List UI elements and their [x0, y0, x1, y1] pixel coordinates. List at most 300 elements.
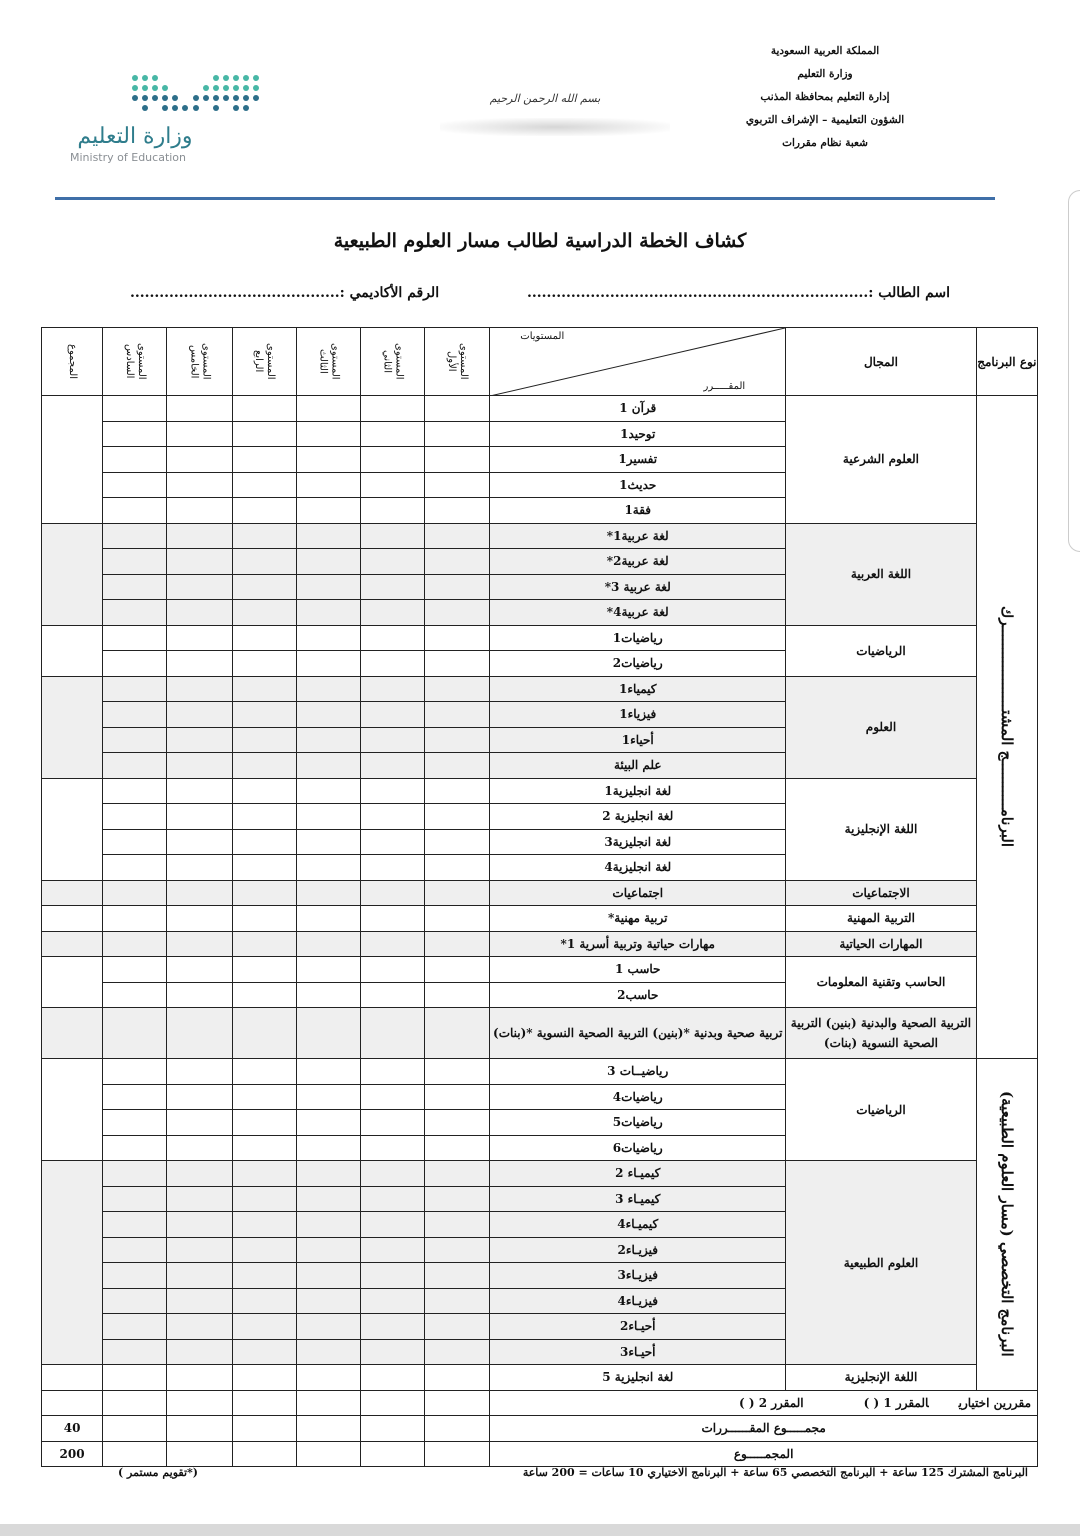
total-cell[interactable]	[42, 625, 103, 676]
level6-cell[interactable]	[103, 1008, 167, 1059]
level6-cell[interactable]	[103, 1161, 167, 1187]
level6-cell[interactable]	[103, 855, 167, 881]
level5-cell[interactable]	[167, 931, 232, 957]
level3-cell[interactable]	[296, 1084, 360, 1110]
level1-cell[interactable]	[425, 778, 490, 804]
level3-cell[interactable]	[296, 702, 360, 728]
courses-total-level4[interactable]	[232, 1416, 296, 1442]
level1-cell[interactable]	[425, 1186, 490, 1212]
level3-cell[interactable]	[296, 753, 360, 779]
level5-cell[interactable]	[167, 957, 232, 983]
level6-cell[interactable]	[103, 880, 167, 906]
level1-cell[interactable]	[425, 702, 490, 728]
level1-cell[interactable]	[425, 1084, 490, 1110]
level2-cell[interactable]	[360, 804, 424, 830]
level5-cell[interactable]	[167, 753, 232, 779]
level3-cell[interactable]	[296, 829, 360, 855]
level5-cell[interactable]	[167, 1059, 232, 1085]
level2-cell[interactable]	[360, 931, 424, 957]
level2-cell[interactable]	[360, 1288, 424, 1314]
level2-cell[interactable]	[360, 421, 424, 447]
level2-cell[interactable]	[360, 1237, 424, 1263]
basmala: بسم الله الرحمن الرحيم	[489, 92, 601, 105]
grand-total-level6[interactable]	[103, 1441, 167, 1467]
level2-cell[interactable]	[360, 1263, 424, 1289]
course-cell: لغة عربية1*	[490, 523, 786, 549]
level6-cell[interactable]	[103, 1135, 167, 1161]
level4-cell[interactable]	[232, 523, 296, 549]
table-row	[42, 931, 1038, 957]
grand-total-row	[42, 1441, 1038, 1467]
level2-cell[interactable]	[360, 549, 424, 575]
level4-cell[interactable]	[232, 931, 296, 957]
course-cell: كيميـاء 2	[490, 1161, 786, 1187]
level1-cell[interactable]	[425, 1263, 490, 1289]
level4-cell[interactable]	[232, 1135, 296, 1161]
elective-level2-cell[interactable]	[360, 1390, 424, 1416]
level4-cell[interactable]	[232, 880, 296, 906]
total-cell[interactable]	[42, 396, 103, 524]
field-cell: العلوم	[786, 676, 977, 778]
grand-total-level2[interactable]	[360, 1441, 424, 1467]
level6-cell[interactable]	[103, 1186, 167, 1212]
level6-cell[interactable]	[103, 804, 167, 830]
level6-cell[interactable]	[103, 396, 167, 422]
total-cell[interactable]	[42, 676, 103, 778]
level2-cell[interactable]	[360, 727, 424, 753]
level2-cell[interactable]	[360, 1365, 424, 1391]
header-divider	[55, 197, 995, 200]
total-cell[interactable]	[42, 1161, 103, 1365]
level1-cell[interactable]	[425, 906, 490, 932]
level4-cell[interactable]	[232, 1288, 296, 1314]
level4-cell[interactable]	[232, 1237, 296, 1263]
level3-cell[interactable]	[296, 1237, 360, 1263]
level4-cell[interactable]	[232, 1161, 296, 1187]
level3-cell[interactable]	[296, 447, 360, 473]
level1-cell[interactable]	[425, 931, 490, 957]
level4-cell[interactable]	[232, 396, 296, 422]
elective-level1-cell[interactable]	[425, 1390, 490, 1416]
level4-cell[interactable]	[232, 1212, 296, 1238]
level4-cell[interactable]	[232, 1263, 296, 1289]
level6-cell[interactable]	[103, 1212, 167, 1238]
level1-cell[interactable]	[425, 676, 490, 702]
courses-total-level1[interactable]	[425, 1416, 490, 1442]
level6-cell[interactable]	[103, 957, 167, 983]
grand-total-value: 200	[42, 1441, 103, 1467]
course-cell: اجتماعيات	[490, 880, 786, 906]
academic-number-field[interactable]: الرقم الأكاديمي :...........................................	[130, 285, 440, 301]
level3-cell[interactable]	[296, 549, 360, 575]
level5-cell[interactable]	[167, 804, 232, 830]
level2-cell[interactable]	[360, 1008, 424, 1059]
level4-cell[interactable]	[232, 1186, 296, 1212]
courses-total-label: مجمـــــوع المقــــــررات	[490, 1416, 1038, 1442]
level6-cell[interactable]	[103, 651, 167, 677]
level6-cell[interactable]	[103, 498, 167, 524]
course-cell: أحيـاء3	[490, 1339, 786, 1365]
level2-cell[interactable]	[360, 702, 424, 728]
level4-cell[interactable]	[232, 447, 296, 473]
level2-cell[interactable]	[360, 1059, 424, 1085]
level6-cell[interactable]	[103, 982, 167, 1008]
total-cell[interactable]	[42, 1059, 103, 1161]
level6-cell[interactable]	[103, 906, 167, 932]
level1-cell[interactable]	[425, 1365, 490, 1391]
level5-cell[interactable]	[167, 472, 232, 498]
level4-cell[interactable]	[232, 829, 296, 855]
header-level3: المستوى الثالث	[296, 328, 360, 396]
total-cell[interactable]	[42, 931, 103, 957]
total-cell[interactable]	[42, 906, 103, 932]
level3-cell[interactable]	[296, 727, 360, 753]
level5-cell[interactable]	[167, 1339, 232, 1365]
courses-total-level3[interactable]	[296, 1416, 360, 1442]
page-title: كشاف الخطة الدراسية لطالب مسار العلوم الطبيعية	[333, 230, 747, 252]
grand-total-level3[interactable]	[296, 1441, 360, 1467]
level6-cell[interactable]	[103, 1059, 167, 1085]
level2-cell[interactable]	[360, 625, 424, 651]
level6-cell[interactable]	[103, 1314, 167, 1340]
level6-cell[interactable]	[103, 421, 167, 447]
level4-cell[interactable]	[232, 778, 296, 804]
level2-cell[interactable]	[360, 1339, 424, 1365]
level1-cell[interactable]	[425, 804, 490, 830]
level1-cell[interactable]	[425, 1135, 490, 1161]
level2-cell[interactable]	[360, 1212, 424, 1238]
level5-cell[interactable]	[167, 778, 232, 804]
level3-cell[interactable]	[296, 1161, 360, 1187]
level2-cell[interactable]	[360, 600, 424, 626]
total-cell[interactable]	[42, 1008, 103, 1059]
level2-cell[interactable]	[360, 498, 424, 524]
level5-cell[interactable]	[167, 855, 232, 881]
level1-cell[interactable]	[425, 1314, 490, 1340]
level1-cell[interactable]	[425, 600, 490, 626]
level4-cell[interactable]	[232, 702, 296, 728]
level3-cell[interactable]	[296, 1186, 360, 1212]
level6-cell[interactable]	[103, 753, 167, 779]
level4-cell[interactable]	[232, 549, 296, 575]
level3-cell[interactable]	[296, 1008, 360, 1059]
level2-cell[interactable]	[360, 855, 424, 881]
level6-cell[interactable]	[103, 523, 167, 549]
course-cell: تربية مهنية*	[490, 906, 786, 932]
total-cell[interactable]	[42, 1365, 103, 1391]
elective-course-2[interactable]: المقرر 2 ( )	[738, 1395, 804, 1410]
level5-cell[interactable]	[167, 421, 232, 447]
elective-cell	[490, 1390, 1038, 1416]
level3-cell[interactable]	[296, 1263, 360, 1289]
level3-cell[interactable]	[296, 1314, 360, 1340]
level4-cell[interactable]	[232, 625, 296, 651]
level2-cell[interactable]	[360, 676, 424, 702]
level1-cell[interactable]	[425, 1008, 490, 1059]
level3-cell[interactable]	[296, 1059, 360, 1085]
level6-cell[interactable]	[103, 472, 167, 498]
level1-cell[interactable]	[425, 1237, 490, 1263]
level5-cell[interactable]	[167, 880, 232, 906]
courses-total-level2[interactable]	[360, 1416, 424, 1442]
course-cell: فيزياء1	[490, 702, 786, 728]
level3-cell[interactable]	[296, 778, 360, 804]
level3-cell[interactable]	[296, 523, 360, 549]
level1-cell[interactable]	[425, 447, 490, 473]
course-cell: لغة انجليزية 2	[490, 804, 786, 830]
level1-cell[interactable]	[425, 1288, 490, 1314]
level2-cell[interactable]	[360, 880, 424, 906]
course-cell: أحياء1	[490, 727, 786, 753]
level4-cell[interactable]	[232, 651, 296, 677]
level6-cell[interactable]	[103, 778, 167, 804]
continuous-assessment-note: (*تقويم مستمر )	[118, 1466, 198, 1479]
level3-cell[interactable]	[296, 472, 360, 498]
level5-cell[interactable]	[167, 1161, 232, 1187]
level1-cell[interactable]	[425, 498, 490, 524]
level6-cell[interactable]	[103, 600, 167, 626]
course-cell: حديث1	[490, 472, 786, 498]
level3-cell[interactable]	[296, 396, 360, 422]
level5-cell[interactable]	[167, 447, 232, 473]
level5-cell[interactable]	[167, 1084, 232, 1110]
level5-cell[interactable]	[167, 676, 232, 702]
level3-cell[interactable]	[296, 1339, 360, 1365]
level1-cell[interactable]	[425, 472, 490, 498]
level5-cell[interactable]	[167, 702, 232, 728]
level5-cell[interactable]	[167, 498, 232, 524]
elective-total-cell[interactable]	[42, 1390, 103, 1416]
level3-cell[interactable]	[296, 498, 360, 524]
course-cell: أحيـاء2	[490, 1314, 786, 1340]
level2-cell[interactable]	[360, 957, 424, 983]
level4-cell[interactable]	[232, 906, 296, 932]
level5-cell[interactable]	[167, 523, 232, 549]
level6-cell[interactable]	[103, 1263, 167, 1289]
level1-cell[interactable]	[425, 982, 490, 1008]
logo-english-text: Ministry of Education	[70, 151, 187, 164]
level5-cell[interactable]	[167, 727, 232, 753]
level4-cell[interactable]	[232, 982, 296, 1008]
level1-cell[interactable]	[425, 1339, 490, 1365]
level5-cell[interactable]	[167, 574, 232, 600]
level5-cell[interactable]	[167, 625, 232, 651]
course-cell: لغة عربية4*	[490, 600, 786, 626]
level1-cell[interactable]	[425, 855, 490, 881]
level1-cell[interactable]	[425, 880, 490, 906]
level5-cell[interactable]	[167, 1135, 232, 1161]
field-cell: الرياضيات	[786, 1059, 977, 1161]
level2-cell[interactable]	[360, 1314, 424, 1340]
level4-cell[interactable]	[232, 600, 296, 626]
total-cell[interactable]	[42, 880, 103, 906]
level4-cell[interactable]	[232, 1339, 296, 1365]
level3-cell[interactable]	[296, 625, 360, 651]
level5-cell[interactable]	[167, 1008, 232, 1059]
level5-cell[interactable]	[167, 1263, 232, 1289]
level6-cell[interactable]	[103, 829, 167, 855]
level3-cell[interactable]	[296, 676, 360, 702]
level6-cell[interactable]	[103, 625, 167, 651]
course-cell: فيزيـاء2	[490, 1237, 786, 1263]
level4-cell[interactable]	[232, 676, 296, 702]
level1-cell[interactable]	[425, 549, 490, 575]
level1-cell[interactable]	[425, 421, 490, 447]
course-cell: فيزيـاء3	[490, 1263, 786, 1289]
level6-cell[interactable]	[103, 1288, 167, 1314]
level5-cell[interactable]	[167, 1186, 232, 1212]
level3-cell[interactable]	[296, 421, 360, 447]
level2-cell[interactable]	[360, 829, 424, 855]
level5-cell[interactable]	[167, 1314, 232, 1340]
level4-cell[interactable]	[232, 753, 296, 779]
level1-cell[interactable]	[425, 829, 490, 855]
course-cell: تفسير1	[490, 447, 786, 473]
grand-total-level5[interactable]	[167, 1441, 232, 1467]
level4-cell[interactable]	[232, 727, 296, 753]
level6-cell[interactable]	[103, 1237, 167, 1263]
level4-cell[interactable]	[232, 804, 296, 830]
elective-level5-cell[interactable]	[167, 1390, 232, 1416]
level5-cell[interactable]	[167, 906, 232, 932]
level3-cell[interactable]	[296, 880, 360, 906]
level5-cell[interactable]	[167, 1237, 232, 1263]
level2-cell[interactable]	[360, 1084, 424, 1110]
level1-cell[interactable]	[425, 574, 490, 600]
header-line: وزارة التعليم	[797, 68, 853, 80]
level6-cell[interactable]	[103, 1339, 167, 1365]
level3-cell[interactable]	[296, 600, 360, 626]
level6-cell[interactable]	[103, 549, 167, 575]
level6-cell[interactable]	[103, 727, 167, 753]
level1-cell[interactable]	[425, 523, 490, 549]
student-name-field[interactable]: اسم الطالب :......................................................................	[527, 285, 950, 301]
level4-cell[interactable]	[232, 855, 296, 881]
level4-cell[interactable]	[232, 1314, 296, 1340]
table-row	[42, 1365, 1038, 1391]
header-line: إدارة التعليم بمحافظة المذنب	[760, 91, 890, 103]
courses-total-level6[interactable]	[103, 1416, 167, 1442]
field-cell: الرياضيات	[786, 625, 977, 676]
level2-cell[interactable]	[360, 1110, 424, 1136]
header-line: الشؤون التعليمية – الإشراف التربوي	[745, 114, 905, 126]
level2-cell[interactable]	[360, 651, 424, 677]
level2-cell[interactable]	[360, 574, 424, 600]
level6-cell[interactable]	[103, 447, 167, 473]
elective-level3-cell[interactable]	[296, 1390, 360, 1416]
level6-cell[interactable]	[103, 702, 167, 728]
level3-cell[interactable]	[296, 1212, 360, 1238]
level2-cell[interactable]	[360, 1135, 424, 1161]
level3-cell[interactable]	[296, 651, 360, 677]
level3-cell[interactable]	[296, 957, 360, 983]
level2-cell[interactable]	[360, 472, 424, 498]
level5-cell[interactable]	[167, 1110, 232, 1136]
level3-cell[interactable]	[296, 804, 360, 830]
level5-cell[interactable]	[167, 1212, 232, 1238]
level4-cell[interactable]	[232, 472, 296, 498]
level1-cell[interactable]	[425, 1161, 490, 1187]
level2-cell[interactable]	[360, 982, 424, 1008]
level5-cell[interactable]	[167, 396, 232, 422]
level1-cell[interactable]	[425, 957, 490, 983]
level2-cell[interactable]	[360, 447, 424, 473]
level2-cell[interactable]	[360, 753, 424, 779]
level2-cell[interactable]	[360, 1186, 424, 1212]
level1-cell[interactable]	[425, 1110, 490, 1136]
level5-cell[interactable]	[167, 982, 232, 1008]
elective-level4-cell[interactable]	[232, 1390, 296, 1416]
level1-cell[interactable]	[425, 1059, 490, 1085]
level6-cell[interactable]	[103, 1365, 167, 1391]
level4-cell[interactable]	[232, 957, 296, 983]
total-cell[interactable]	[42, 523, 103, 625]
course-cell: لغة عربية2*	[490, 549, 786, 575]
level1-cell[interactable]	[425, 625, 490, 651]
level1-cell[interactable]	[425, 651, 490, 677]
level4-cell[interactable]	[232, 1008, 296, 1059]
level2-cell[interactable]	[360, 1161, 424, 1187]
total-cell[interactable]	[42, 778, 103, 880]
level5-cell[interactable]	[167, 1288, 232, 1314]
grand-total-level4[interactable]	[232, 1441, 296, 1467]
courses-total-level5[interactable]	[167, 1416, 232, 1442]
level5-cell[interactable]	[167, 549, 232, 575]
level2-cell[interactable]	[360, 906, 424, 932]
level5-cell[interactable]	[167, 651, 232, 677]
level3-cell[interactable]	[296, 982, 360, 1008]
level6-cell[interactable]	[103, 574, 167, 600]
level4-cell[interactable]	[232, 1365, 296, 1391]
level4-cell[interactable]	[232, 574, 296, 600]
elective-course-1[interactable]: المقرر 1 ( )	[863, 1395, 929, 1410]
total-cell[interactable]	[42, 957, 103, 1008]
grand-total-level1[interactable]	[425, 1441, 490, 1467]
level5-cell[interactable]	[167, 829, 232, 855]
level3-cell[interactable]	[296, 931, 360, 957]
level4-cell[interactable]	[232, 1110, 296, 1136]
level3-cell[interactable]	[296, 1135, 360, 1161]
level2-cell[interactable]	[360, 778, 424, 804]
level6-cell[interactable]	[103, 1110, 167, 1136]
elective-level6-cell[interactable]	[103, 1390, 167, 1416]
level4-cell[interactable]	[232, 1084, 296, 1110]
level2-cell[interactable]	[360, 396, 424, 422]
level4-cell[interactable]	[232, 421, 296, 447]
level3-cell[interactable]	[296, 906, 360, 932]
level6-cell[interactable]	[103, 676, 167, 702]
course-cell: حاسب2	[490, 982, 786, 1008]
level1-cell[interactable]	[425, 396, 490, 422]
level1-cell[interactable]	[425, 1212, 490, 1238]
level6-cell[interactable]	[103, 931, 167, 957]
level4-cell[interactable]	[232, 498, 296, 524]
level3-cell[interactable]	[296, 1110, 360, 1136]
level5-cell[interactable]	[167, 1365, 232, 1391]
table-row	[42, 1161, 1038, 1187]
level3-cell[interactable]	[296, 574, 360, 600]
level3-cell[interactable]	[296, 1365, 360, 1391]
level4-cell[interactable]	[232, 1059, 296, 1085]
header-total: المجموع	[42, 328, 103, 396]
level5-cell[interactable]	[167, 600, 232, 626]
level6-cell[interactable]	[103, 1084, 167, 1110]
level3-cell[interactable]	[296, 1288, 360, 1314]
level3-cell[interactable]	[296, 855, 360, 881]
level2-cell[interactable]	[360, 523, 424, 549]
level1-cell[interactable]	[425, 753, 490, 779]
level1-cell[interactable]	[425, 727, 490, 753]
